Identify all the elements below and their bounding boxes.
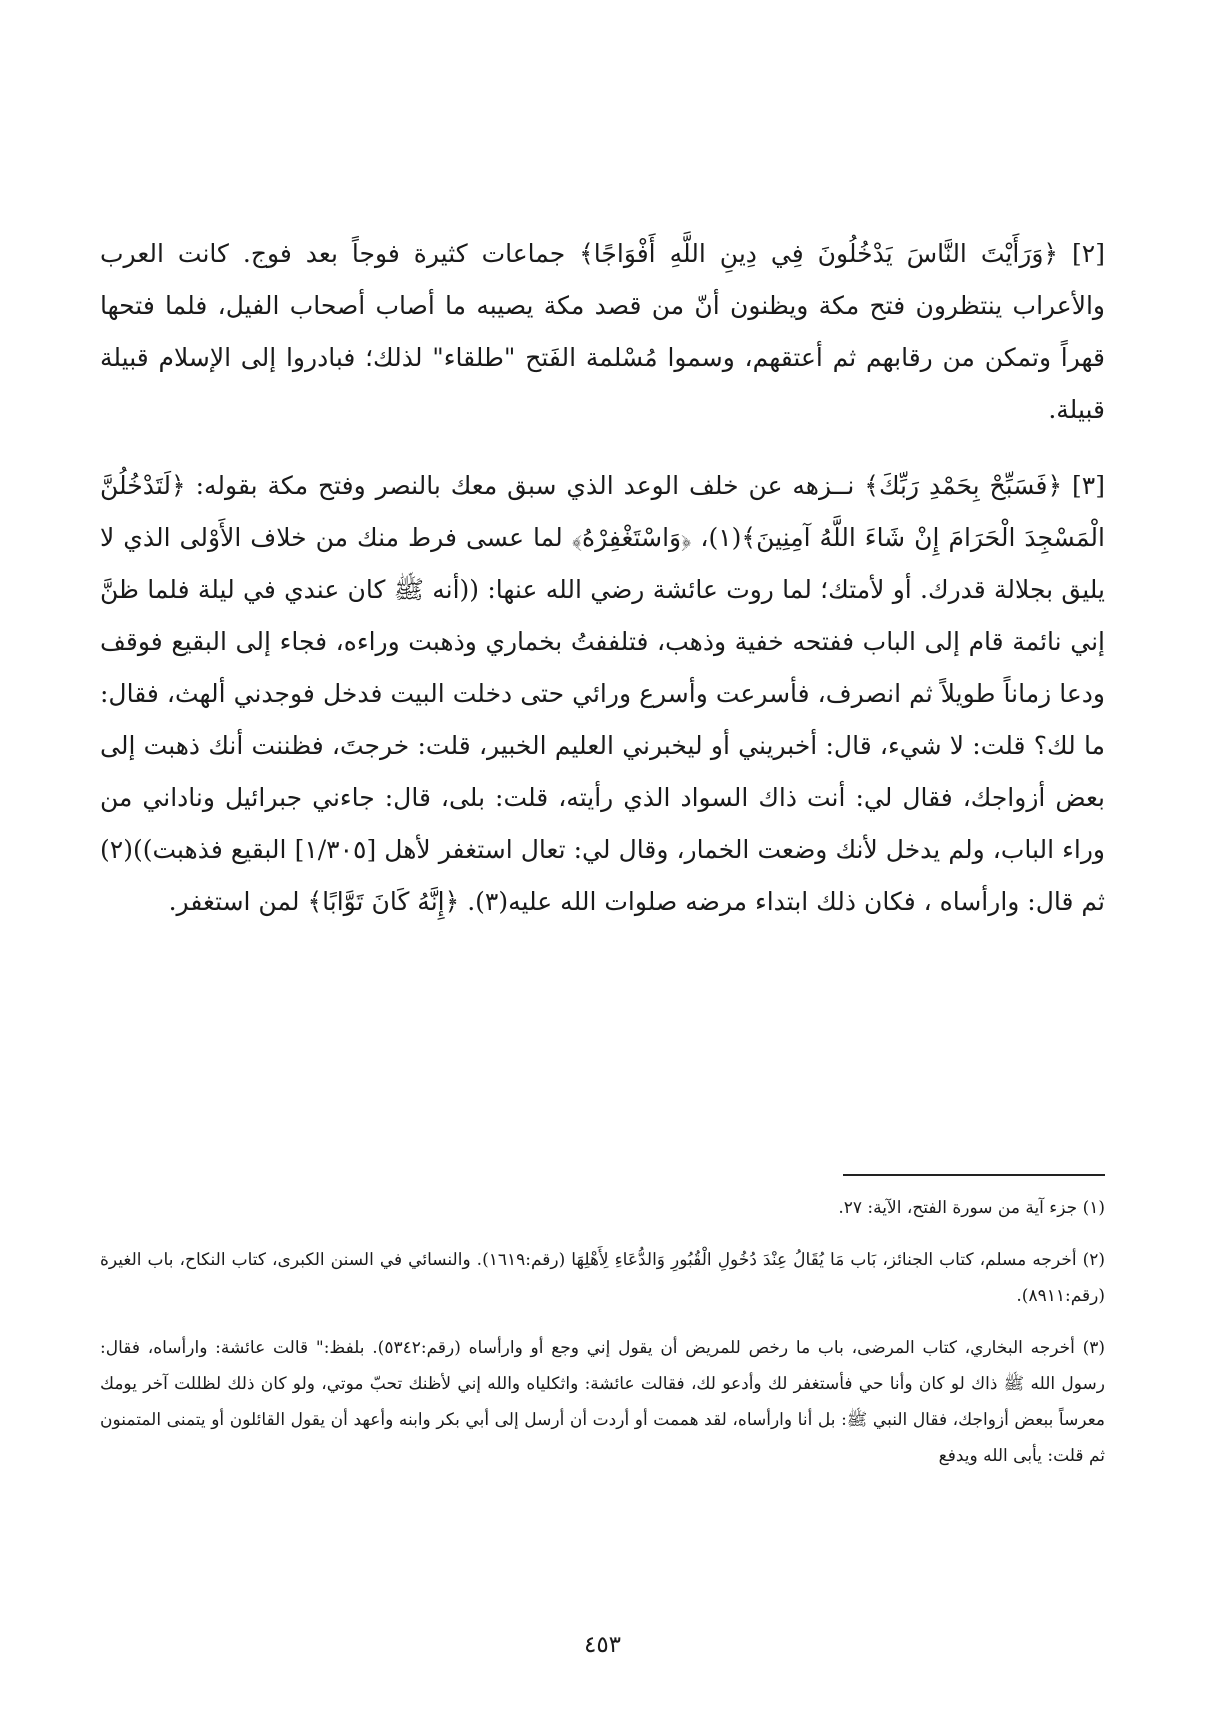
footnote-2: (٢) أخرجه مسلم، كتاب الجنائز، بَاب مَا يُقَالُ عِنْدَ دُخُولِ الْقُبُورِ وَالدُّعَاءِ لِأَهْلِهَا (رقم:١٦١٩). والنسائي في السنن الكبرى، كتاب النكاح، باب الغيرة (رقم:٨٩١١). <box>100 1250 1106 1306</box>
footnotes <box>100 1190 1105 1490</box>
main-text <box>100 228 1105 952</box>
page-number: ٤٥٣ <box>583 1632 622 1658</box>
paragraph-verse-2: [٢] ﴿وَرَأَيْتَ النَّاسَ يَدْخُلُونَ فِي دِينِ اللَّهِ أَفْوَاجًا﴾ جماعات كثيرة فوجاً بعد فوج. كانت العرب والأعراب ينتظرون فتح مكة ويظنون أنّ من قصد مكة يصيبه ما أصاب أصحاب الفيل، فلما فتحها قهراً وتمكن من رقابهم ثم أعتقهم، وسموا مُسْلمة الفَتح "طلقاء" لذلك؛ فبادروا إلى الإسلام قبيلة قبيلة. <box>100 239 1105 424</box>
footnote-3: (٣) أخرجه البخاري، كتاب المرضى، باب ما رخص للمريض أن يقول إني وجع أو وارأساه (رقم:٥٣٤٢). بلفظ:" قالت عائشة: وارأساه، فقال: رسول الله ﷺ ذاك لو كان وأنا حي فأستغفر لك وأدعو لك، فقالت عائشة: واثكلياه والله إني لأظنك تحبّ موتي، ولو كان ذلك لظللت آخر يومك معرساً ببعض أزواجك، فقال النبي ﷺ: بل أنا وارأساه، لقد هممت أو أردت أن أرسل إلى أبي بكر وابنه وأعهد أن يقول القائلون أو يتمنى المتمنون ثم قلت: يأبى الله ويدفع <box>100 1338 1106 1466</box>
footnote-separator <box>843 1174 1105 1176</box>
footnote-1: (١) جزء آية من سورة الفتح، الآية: ٢٧. <box>838 1198 1105 1218</box>
paragraph-verse-3: [٣] ﴿فَسَبِّحْ بِحَمْدِ رَبِّكَ﴾ نــزهه عن خلف الوعد الذي سبق معك بالنصر وفتح مكة بقوله: ﴿لَتَدْخُلُنَّ الْمَسْجِدَ الْحَرَامَ إِنْ شَاءَ اللَّهُ آمِنِينَ﴾(١)، ﴿وَاسْتَغْفِرْهُ﴾ لما عسى فرط منك من خلاف الأَوْلى الذي لا يليق بجلالة قدرك. أو لأمتك؛ لما روت عائشة رضي الله عنها: ((أنه ﷺ كان عندي في ليلة فلما ظنَّ إني نائمة قام إلى الباب ففتحه خفية وذهب، فتلففتُ بخماري وذهبت وراءه، فجاء إلى البقيع فوقف ودعا زماناً طويلاً ثم انصرف، فأسرعت وأسرع ورائي حتى دخلت البيت فدخل فوجدني ألهث، فقال: ما لك؟ قلت: لا شيء، قال: أخبريني أو ليخبرني العليم الخبير، قلت: خرجتَ، فظننت أنك ذهبت إلى بعض أزواجك، فقال لي: أنت ذاك السواد الذي رأيته، قلت: بلى، قال: جاءني جبرائيل وناداني من وراء الباب، ولم يدخل لأنك وضعت الخمار، وقال لي: تعال استغفر لأهل [١/٣٠٥] البقيع فذهبت))(٢) ثم قال: وارأساه ، فكان ذلك ابتداء مرضه صلوات الله عليه(٣). ﴿إِنَّهُ كَانَ تَوَّابًا﴾ لمن استغفر. <box>100 471 1105 916</box>
